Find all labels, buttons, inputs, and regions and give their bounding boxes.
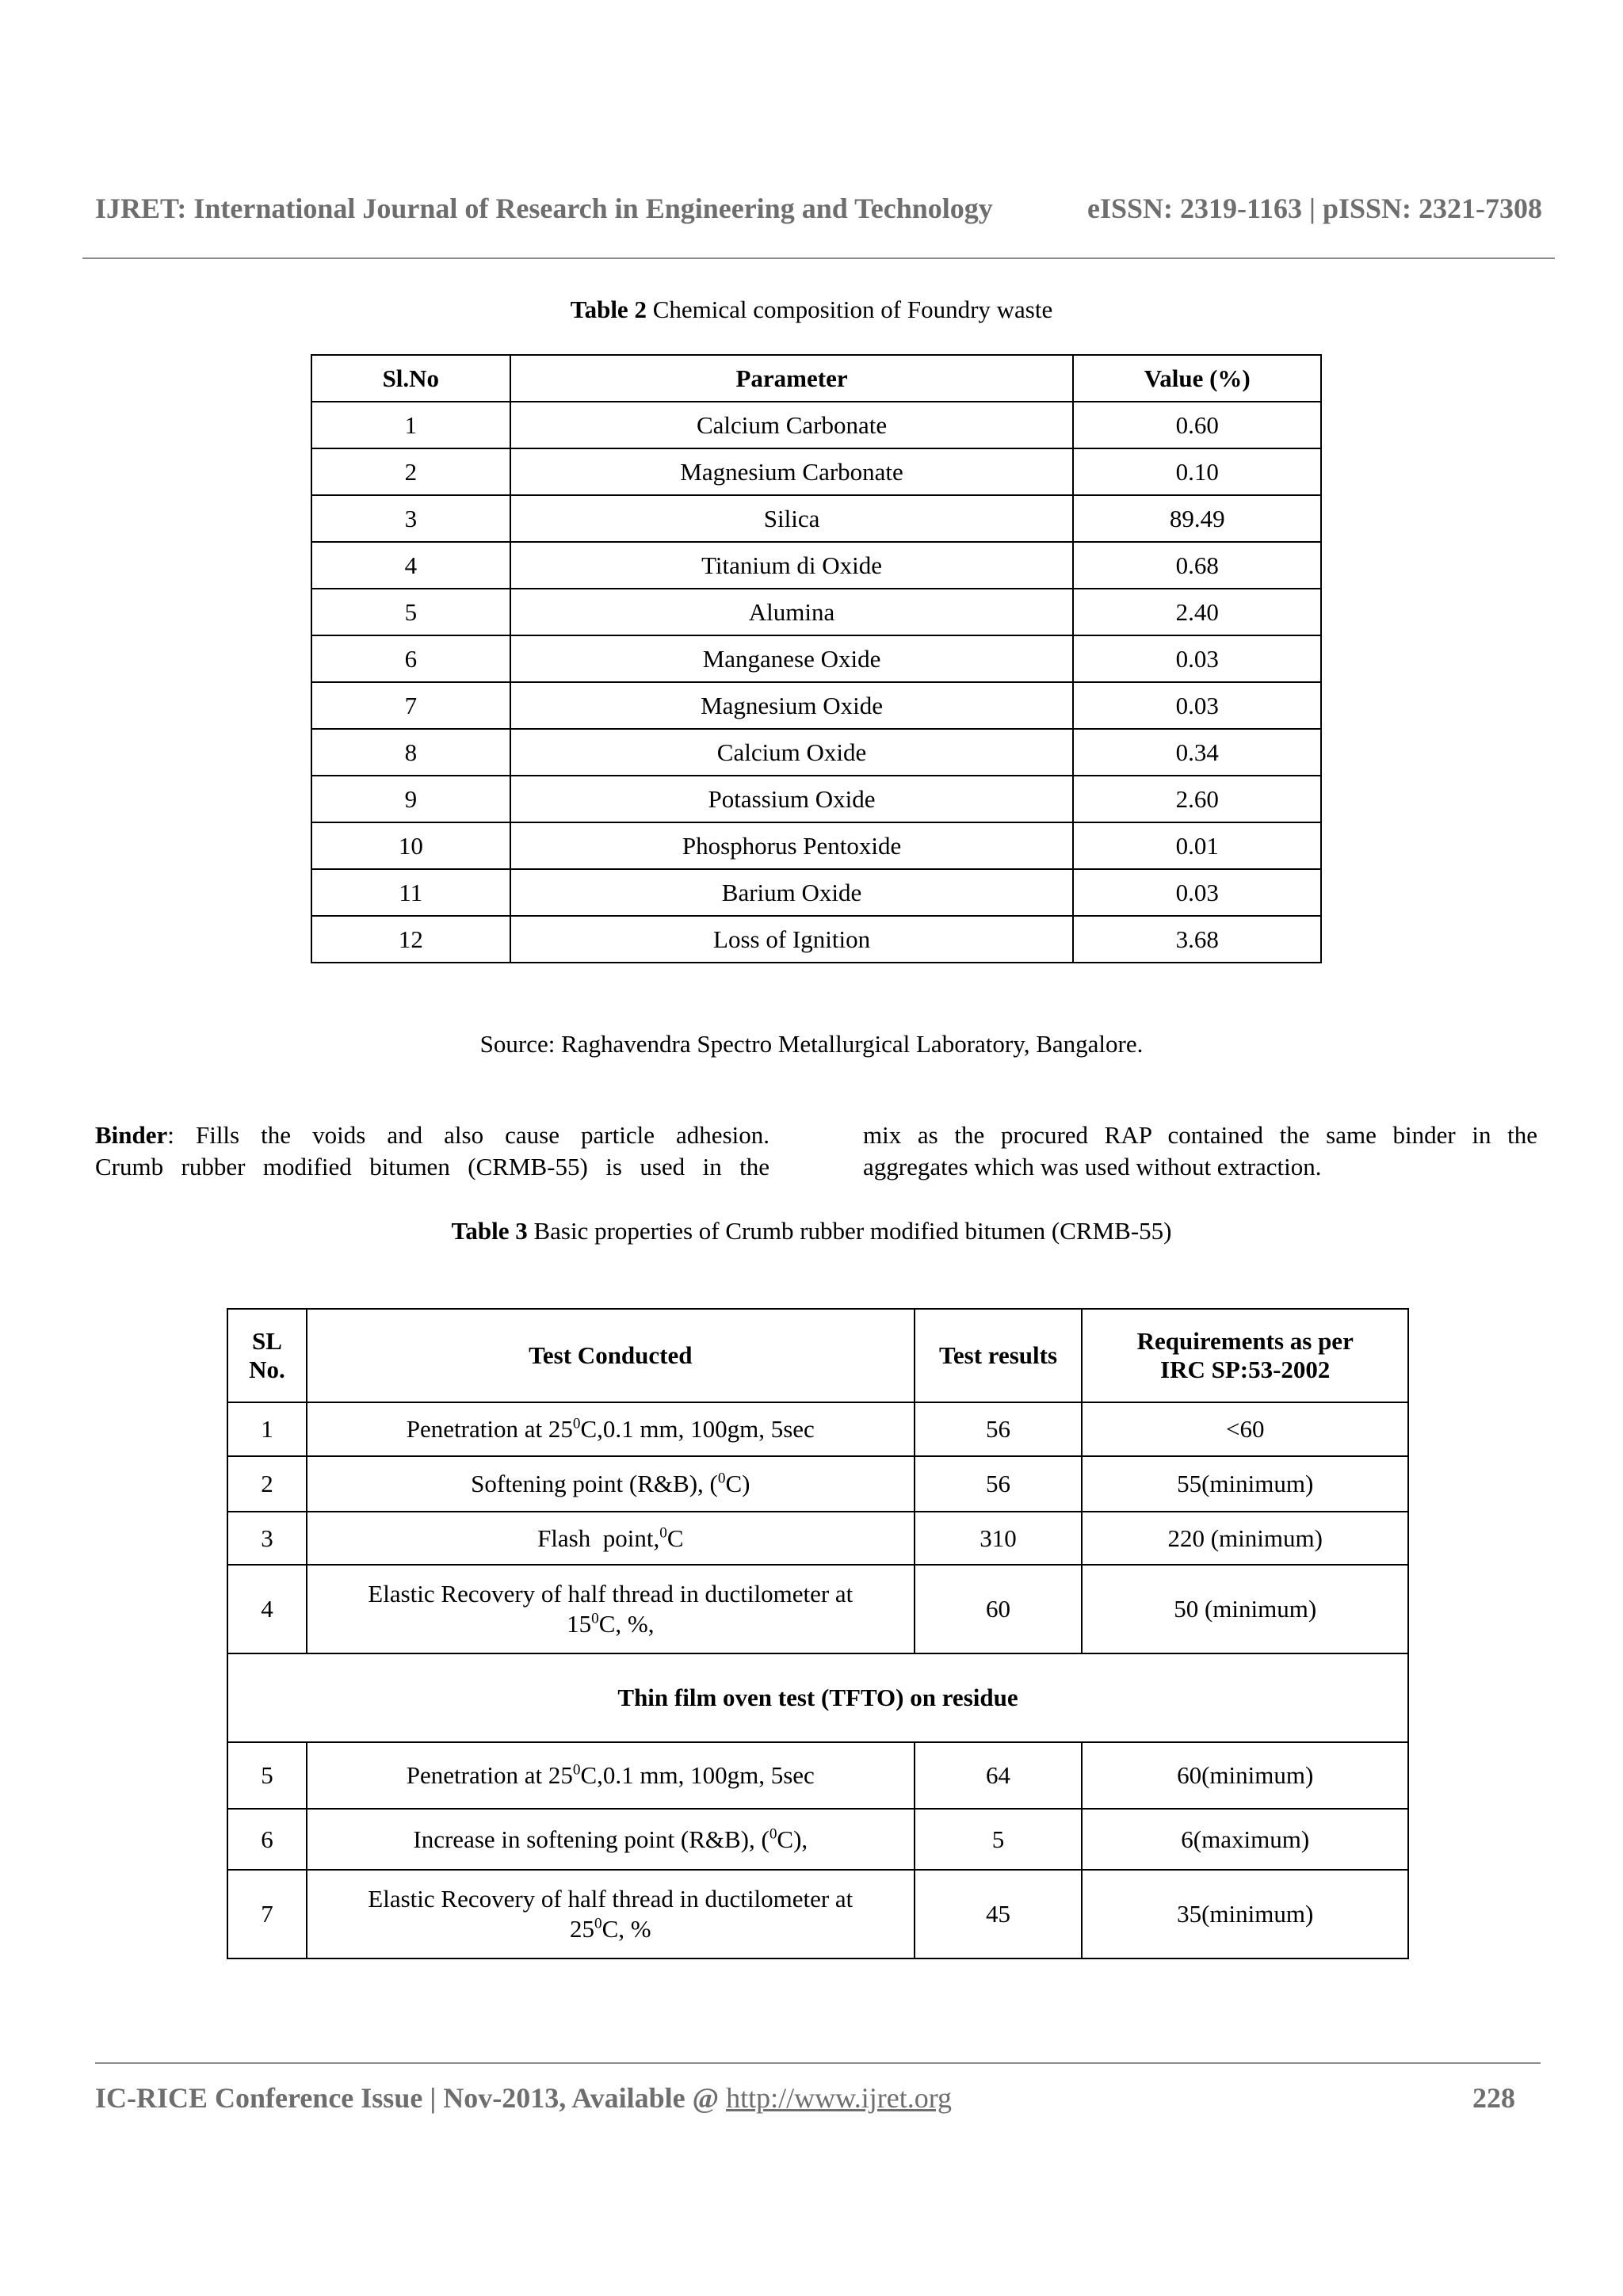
- binder-term: Binder: [95, 1121, 168, 1149]
- cell-test: [307, 1512, 915, 1565]
- table-row: [227, 1456, 1408, 1512]
- cell-slno: 1: [311, 402, 510, 448]
- header-text: IRC SP:53-2002: [1160, 1356, 1331, 1383]
- cell-parameter: Manganese Oxide: [510, 635, 1074, 682]
- footer-rule: [95, 2062, 1541, 2064]
- cell-parameter: Titanium di Oxide: [510, 542, 1074, 589]
- header-text: Requirements as per: [1136, 1327, 1354, 1355]
- col-header-value: Value (%): [1073, 355, 1321, 402]
- table-row: [311, 448, 1321, 495]
- cell-slno: 3: [227, 1512, 307, 1565]
- table3-caption: [0, 1217, 1623, 1245]
- cell-slno: 7: [227, 1870, 307, 1958]
- cell-parameter: Potassium Oxide: [510, 776, 1074, 822]
- cell-slno: 4: [227, 1565, 307, 1653]
- journal-link[interactable]: http://www.ijret.org: [726, 2082, 953, 2114]
- col-header-parameter: Parameter: [510, 355, 1074, 402]
- cell-value: 0.03: [1073, 869, 1321, 916]
- cell-slno: 7: [311, 682, 510, 729]
- cell-parameter: Loss of Ignition: [510, 916, 1074, 963]
- table-row: [311, 589, 1321, 635]
- cell-slno: 8: [311, 729, 510, 776]
- cell-requirement: 50 (minimum): [1082, 1565, 1408, 1653]
- cell-text: 25: [569, 1915, 594, 1943]
- cell-value: 0.03: [1073, 635, 1321, 682]
- table-header-row: [227, 1309, 1408, 1402]
- footer-issue-text: IC-RICE Conference Issue | Nov-2013, Available @: [95, 2082, 727, 2114]
- header-text: SL: [251, 1327, 282, 1355]
- cell-slno: 2: [227, 1456, 307, 1512]
- cell-value: 0.03: [1073, 682, 1321, 729]
- cell-value: 3.68: [1073, 916, 1321, 963]
- cell-slno: 5: [227, 1742, 307, 1809]
- table-row: [311, 402, 1321, 448]
- cell-value: 89.49: [1073, 495, 1321, 542]
- cell-result: 64: [915, 1742, 1083, 1809]
- col-header-results: Test results: [915, 1309, 1083, 1402]
- cell-text: C, %,: [598, 1610, 655, 1638]
- table-row: [311, 822, 1321, 869]
- body-line: aggregates which was used without extraction.: [863, 1153, 1322, 1180]
- cell-slno: 10: [311, 822, 510, 869]
- table-row: [227, 1565, 1408, 1653]
- table3-caption-text: Basic properties of Crumb rubber modified bitumen (CRMB-55): [527, 1217, 1172, 1245]
- cell-parameter: Calcium Oxide: [510, 729, 1074, 776]
- table-row: [227, 1742, 1408, 1809]
- table-row: [227, 1809, 1408, 1870]
- cell-slno: 11: [311, 869, 510, 916]
- page-number: 228: [1472, 2082, 1515, 2114]
- cell-test: [307, 1565, 915, 1653]
- col-header-slno: [227, 1309, 307, 1402]
- superscript: 0: [594, 1915, 602, 1932]
- body-text: : Fills the voids and also cause particle adhesion.: [167, 1121, 769, 1149]
- body-column-left: [95, 1119, 769, 1183]
- superscript: 0: [572, 1415, 581, 1432]
- cell-requirement: 220 (minimum): [1082, 1512, 1408, 1565]
- table2-caption: [0, 296, 1623, 324]
- cell-slno: 3: [311, 495, 510, 542]
- cell-text: Increase in softening point (R&B), (: [413, 1825, 769, 1853]
- running-header: [95, 192, 1542, 225]
- table-header-row: [311, 355, 1321, 402]
- table-row: [311, 635, 1321, 682]
- journal-title: IJRET: International Journal of Research in Engineering and Technology: [95, 193, 993, 224]
- header-rule: [82, 257, 1555, 259]
- cell-result: 45: [915, 1870, 1083, 1958]
- header-text: No.: [249, 1356, 285, 1383]
- table3-caption-label: Table 3: [451, 1217, 528, 1245]
- cell-slno: 5: [311, 589, 510, 635]
- body-line: Crumb rubber modified bitumen (CRMB-55) is used in the: [95, 1153, 769, 1180]
- table2-caption-text: Chemical composition of Foundry waste: [646, 296, 1053, 323]
- cell-text: C): [725, 1470, 750, 1497]
- cell-parameter: Phosphorus Pentoxide: [510, 822, 1074, 869]
- cell-parameter: Calcium Carbonate: [510, 402, 1074, 448]
- cell-test: [307, 1742, 915, 1809]
- cell-requirement: 35(minimum): [1082, 1870, 1408, 1958]
- cell-test: [307, 1456, 915, 1512]
- cell-slno: 2: [311, 448, 510, 495]
- superscript: 0: [769, 1825, 777, 1843]
- cell-test: [307, 1809, 915, 1870]
- cell-text: C,0.1 mm, 100gm, 5sec: [580, 1761, 815, 1789]
- cell-result: 56: [915, 1456, 1083, 1512]
- table-row: [227, 1402, 1408, 1456]
- cell-requirement: 6(maximum): [1082, 1809, 1408, 1870]
- cell-slno: 9: [311, 776, 510, 822]
- table2-chemical-composition: [311, 354, 1322, 963]
- cell-text: Elastic Recovery of half thread in ductilometer at: [368, 1885, 854, 1913]
- cell-value: 0.60: [1073, 402, 1321, 448]
- table-row: [311, 916, 1321, 963]
- cell-text: Elastic Recovery of half thread in ductilometer at: [368, 1580, 854, 1608]
- cell-result: 60: [915, 1565, 1083, 1653]
- table-row: [227, 1512, 1408, 1565]
- cell-text: C),: [777, 1825, 808, 1853]
- cell-text: Softening point (R&B), (: [471, 1470, 718, 1497]
- cell-result: 310: [915, 1512, 1083, 1565]
- footer-issue: [95, 2081, 952, 2115]
- cell-test: [307, 1870, 915, 1958]
- cell-slno: 6: [311, 635, 510, 682]
- cell-text: C: [666, 1524, 684, 1552]
- table-row: [227, 1870, 1408, 1958]
- cell-value: 0.34: [1073, 729, 1321, 776]
- cell-parameter: Silica: [510, 495, 1074, 542]
- superscript: 0: [591, 1610, 599, 1627]
- table2-caption-label: Table 2: [570, 296, 647, 323]
- cell-requirement: <60: [1082, 1402, 1408, 1456]
- section-heading-tfto: Thin film oven test (TFTO) on residue: [227, 1653, 1408, 1742]
- body-column-right: [863, 1119, 1537, 1183]
- table-row: [311, 542, 1321, 589]
- issn-info: eISSN: 2319-1163 | pISSN: 2321-7308: [1087, 193, 1542, 224]
- cell-text: Penetration at 25: [406, 1761, 573, 1789]
- cell-parameter: Magnesium Carbonate: [510, 448, 1074, 495]
- cell-text: 15: [567, 1610, 592, 1638]
- table-row: [311, 869, 1321, 916]
- body-line: [95, 1119, 769, 1151]
- table-row: [311, 729, 1321, 776]
- table3-crmb-properties: [227, 1308, 1409, 1959]
- superscript: 0: [717, 1470, 726, 1487]
- running-footer: [95, 2081, 1515, 2115]
- table-row: [311, 776, 1321, 822]
- cell-requirement: 60(minimum): [1082, 1742, 1408, 1809]
- cell-value: 0.68: [1073, 542, 1321, 589]
- col-header-requirements: [1082, 1309, 1408, 1402]
- cell-parameter: Alumina: [510, 589, 1074, 635]
- cell-text: C,0.1 mm, 100gm, 5sec: [580, 1415, 815, 1443]
- cell-value: 0.01: [1073, 822, 1321, 869]
- cell-slno: 12: [311, 916, 510, 963]
- cell-slno: 6: [227, 1809, 307, 1870]
- cell-value: 0.10: [1073, 448, 1321, 495]
- cell-requirement: 55(minimum): [1082, 1456, 1408, 1512]
- cell-text: Flash point,: [537, 1524, 660, 1552]
- table-section-row: [227, 1653, 1408, 1742]
- col-header-slno: Sl.No: [311, 355, 510, 402]
- cell-parameter: Barium Oxide: [510, 869, 1074, 916]
- body-line: mix as the procured RAP contained the same binder in the: [863, 1121, 1537, 1149]
- cell-slno: 1: [227, 1402, 307, 1456]
- cell-text: Penetration at 25: [406, 1415, 573, 1443]
- col-header-test: Test Conducted: [307, 1309, 915, 1402]
- cell-value: 2.40: [1073, 589, 1321, 635]
- superscript: 0: [572, 1761, 581, 1779]
- cell-result: 56: [915, 1402, 1083, 1456]
- table-row: [311, 495, 1321, 542]
- cell-result: 5: [915, 1809, 1083, 1870]
- cell-slno: 4: [311, 542, 510, 589]
- table2-source-note: Source: Raghavendra Spectro Metallurgical Laboratory, Bangalore.: [479, 1030, 1144, 1058]
- cell-test: [307, 1402, 915, 1456]
- cell-parameter: Magnesium Oxide: [510, 682, 1074, 729]
- cell-value: 2.60: [1073, 776, 1321, 822]
- superscript: 0: [659, 1524, 667, 1542]
- table-row: [311, 682, 1321, 729]
- cell-text: C, %: [601, 1915, 651, 1943]
